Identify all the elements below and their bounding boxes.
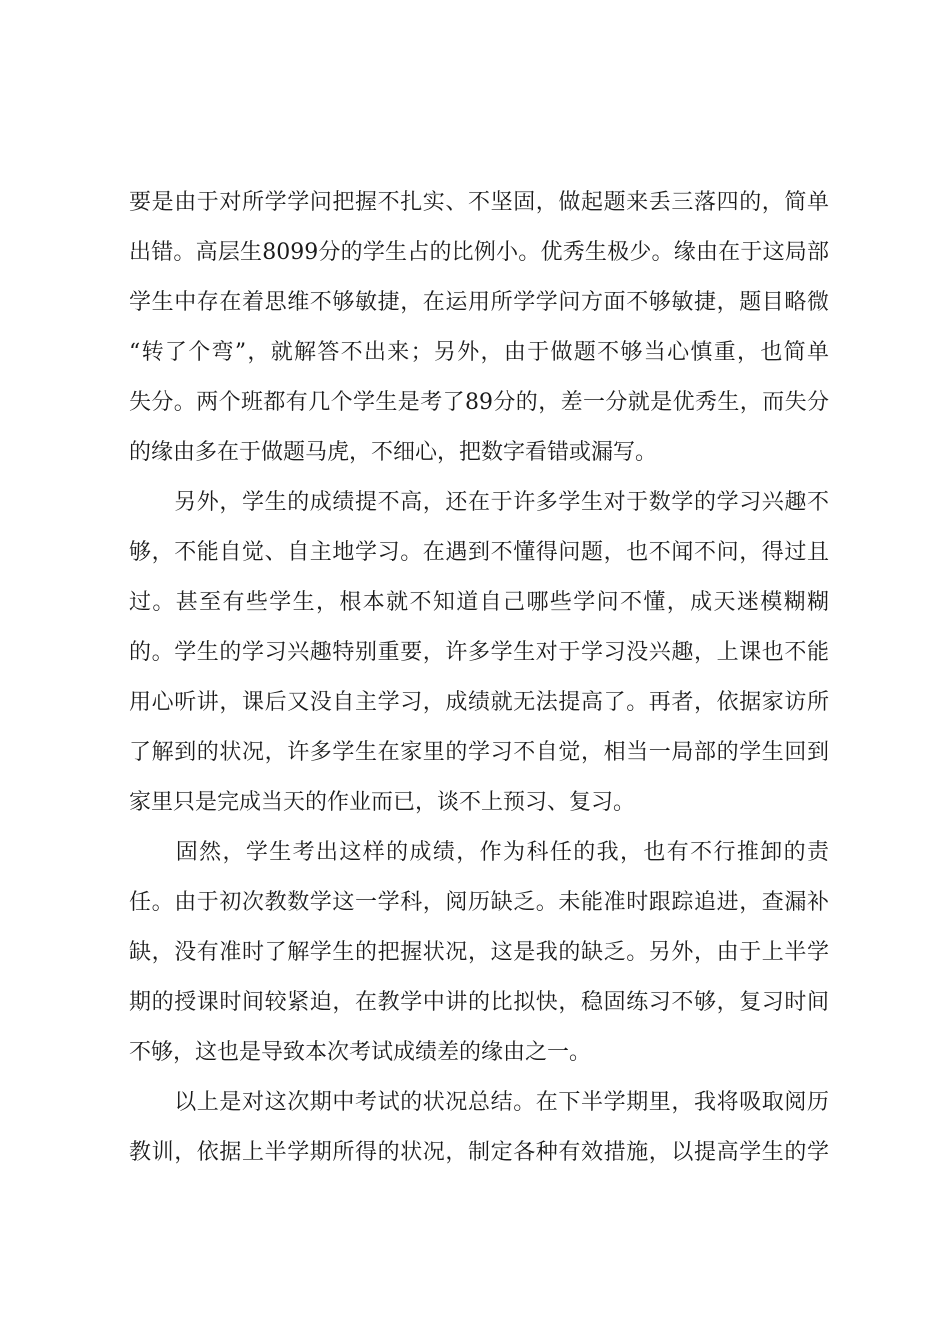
- text-line: 不够，这也是导致本次考试成绩差的缘由之一。: [129, 1040, 592, 1065]
- text-line: 期的授课时间较紧迫，在教学中讲的比拟快，稳固练习不够，复习时间: [129, 990, 829, 1015]
- text-line: 出错。高层生8099分的学生占的比例小。优秀生极少。缘由在于这局部: [129, 240, 829, 265]
- text-line: 缺，没有准时了解学生的把握状况，这是我的缺乏。另外，由于上半学: [129, 940, 829, 965]
- text-line: 的。学生的学习兴趣特别重要，许多学生对于学习没兴趣，上课也不能: [129, 640, 829, 665]
- text-line: 用心听讲，课后又没自主学习，成绩就无法提高了。再者，依据家访所: [129, 690, 829, 715]
- text-line: 学生中存在着思维不够敏捷，在运用所学学问方面不够敏捷，题目略微: [129, 290, 829, 315]
- text-line: 了解到的状况，许多学生在家里的学习不自觉，相当一局部的学生回到: [129, 740, 829, 765]
- body-text: [129, 182, 829, 1182]
- text-line: 教训，依据上半学期所得的状况，制定各种有效措施，以提高学生的学: [129, 1140, 829, 1165]
- text-line: 家里只是完成当天的作业而已，谈不上预习、复习。: [129, 790, 636, 815]
- text-line: 任。由于初次教数学这一学科，阅历缺乏。未能准时跟踪追进，查漏补: [129, 890, 829, 915]
- text-line: 以上是对这次期中考试的状况总结。在下半学期里，我将吸取阅历: [129, 1090, 829, 1115]
- text-line: 失分。两个班都有几个学生是考了89分的，差一分就是优秀生，而失分: [129, 390, 829, 415]
- text-line: 要是由于对所学学问把握不扎实、不坚固，做起题来丢三落四的，简单: [129, 190, 829, 215]
- text-line: “转了个弯”，就解答不出来；另外，由于做题不够当心慎重，也简单: [129, 340, 829, 365]
- text-line: 够，不能自觉、自主地学习。在遇到不懂得问题，也不闻不问，得过且: [129, 540, 829, 565]
- text-line: 另外，学生的成绩提不高，还在于许多学生对于数学的学习兴趣不: [129, 490, 829, 515]
- text-line: 的缘由多在于做题马虎，不细心，把数字看错或漏写。: [129, 440, 658, 465]
- text-line: 过。甚至有些学生，根本就不知道自己哪些学问不懂，成天迷模糊糊: [129, 590, 829, 615]
- text-line: 固然，学生考出这样的成绩，作为科任的我，也有不行推卸的责: [129, 840, 829, 865]
